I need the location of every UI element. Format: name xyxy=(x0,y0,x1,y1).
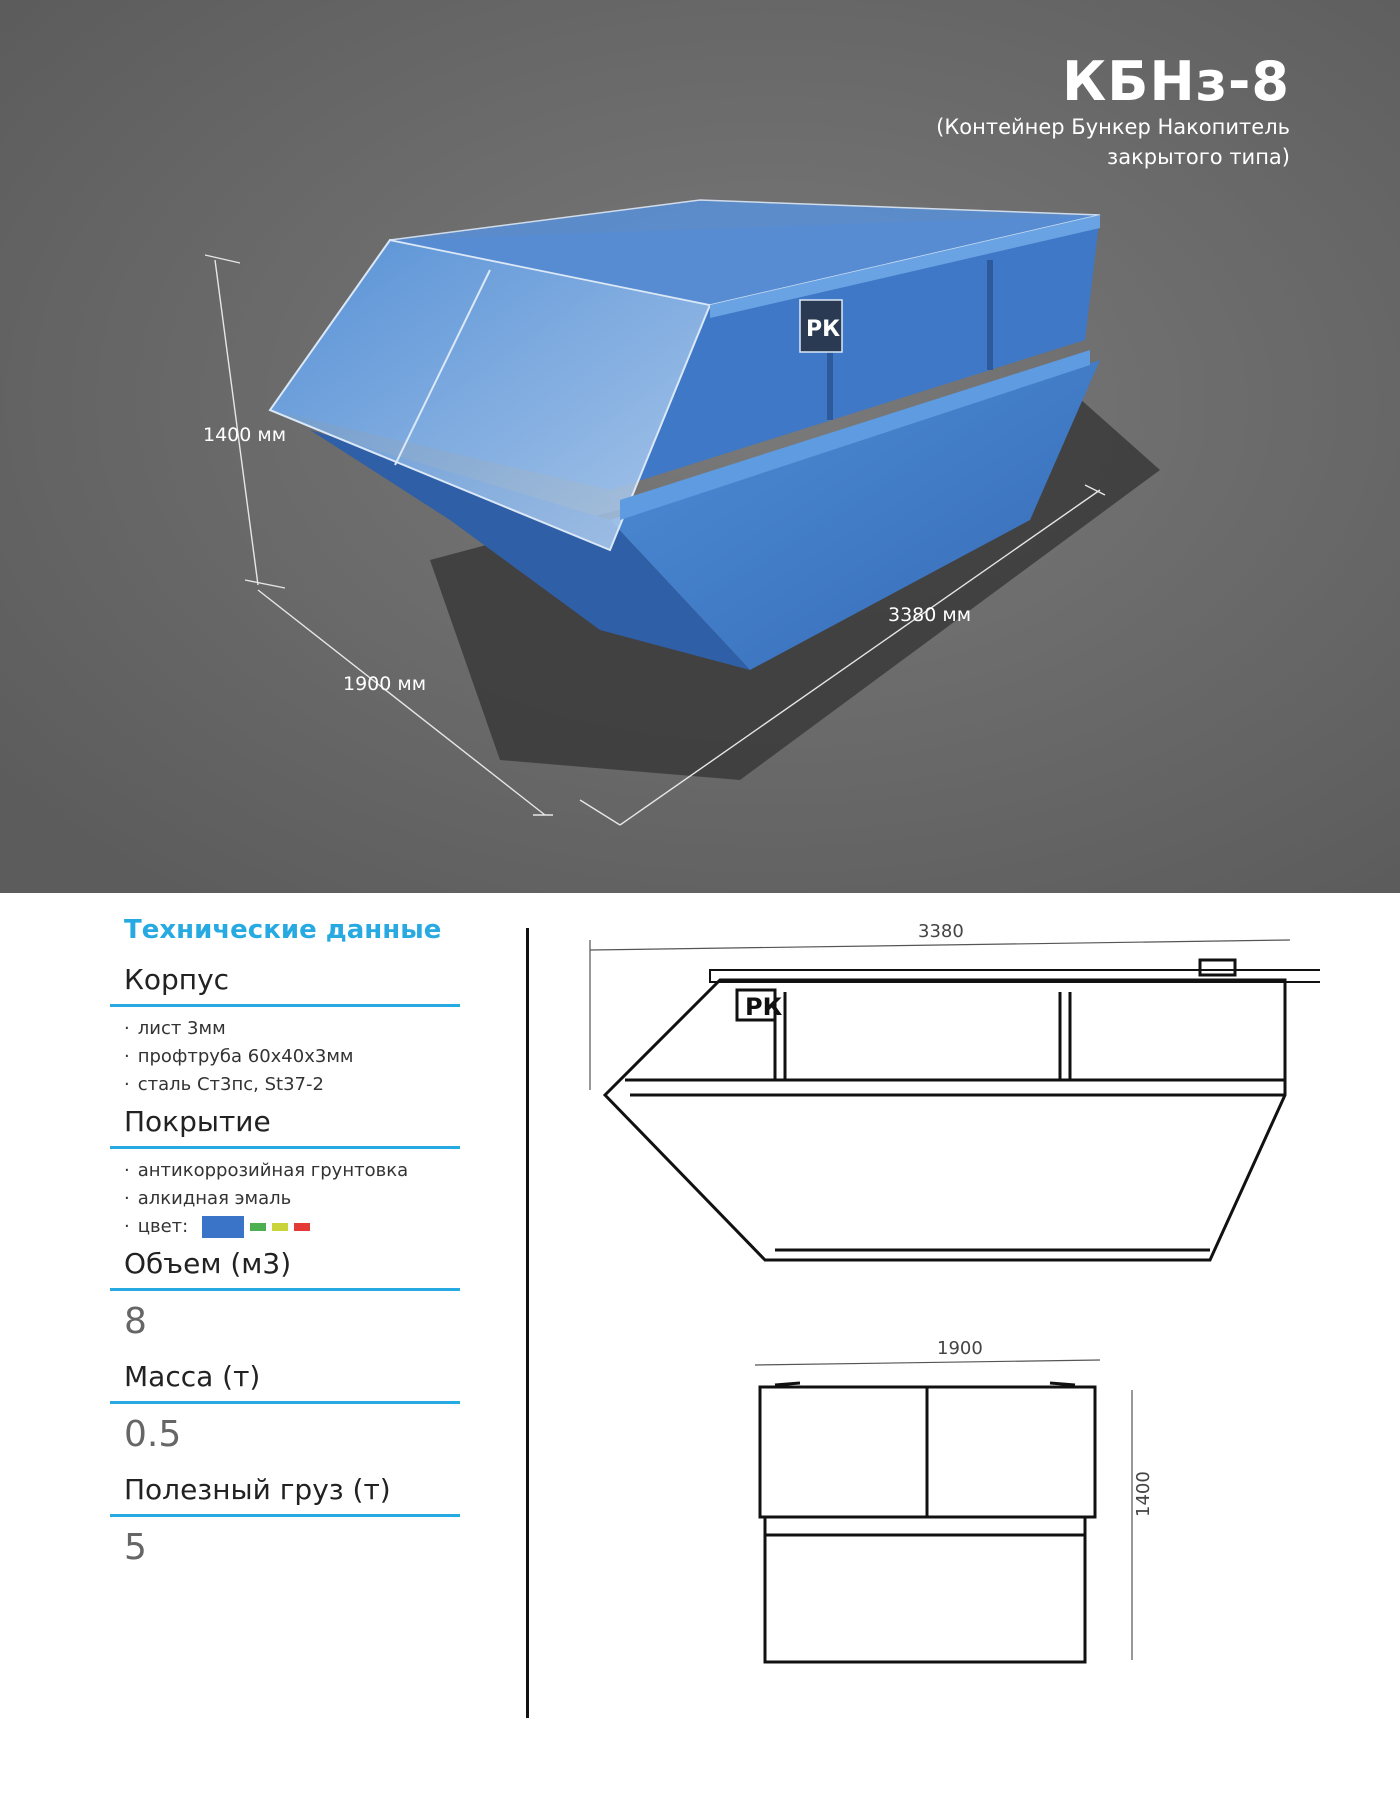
volume-value: 8 xyxy=(124,1301,147,1342)
list-item: · сталь Ст3пс, St37-2 xyxy=(124,1074,324,1095)
body-list xyxy=(124,1015,460,1099)
color-swatch-yellow xyxy=(272,1223,288,1231)
body-heading: Корпус xyxy=(110,963,460,1007)
payload-heading: Полезный груз (т) xyxy=(110,1473,460,1517)
coating-list xyxy=(124,1157,460,1241)
subtitle-line-1: (Контейнер Бункер Накопитель xyxy=(936,115,1290,139)
color-swatch-green xyxy=(250,1223,266,1231)
volume-heading: Объем (м3) xyxy=(110,1247,460,1291)
hero-render xyxy=(0,0,1400,893)
side-dimension xyxy=(590,940,1290,1090)
front-width-label: 1900 xyxy=(937,1338,983,1359)
coating-heading: Покрытие xyxy=(110,1105,460,1149)
specs-title: Технические данные xyxy=(124,915,442,945)
technical-drawings xyxy=(560,905,1320,1710)
product-title: КБНз-8 xyxy=(1062,50,1290,113)
color-swatches xyxy=(202,1216,310,1238)
subtitle-line-2: закрытого типа) xyxy=(1107,145,1290,169)
list-item: · алкидная эмаль xyxy=(124,1188,292,1209)
length-dimension-label: 3380 мм xyxy=(888,604,972,626)
vertical-divider xyxy=(526,928,529,1718)
side-length-label: 3380 xyxy=(918,921,964,942)
color-swatch-red xyxy=(294,1223,310,1231)
drawing-logo-text: РК xyxy=(745,993,783,1021)
product-subtitle xyxy=(936,112,1290,172)
mass-value: 0.5 xyxy=(124,1414,182,1455)
front-height-label: 1400 xyxy=(1133,1471,1154,1517)
height-dimension-label: 1400 мм xyxy=(203,424,287,446)
width-dimension-label: 1900 мм xyxy=(343,673,427,695)
payload-value: 5 xyxy=(124,1527,147,1568)
color-swatch-blue xyxy=(202,1216,244,1238)
list-item: · лист 3мм xyxy=(124,1018,226,1039)
front-view xyxy=(760,1383,1095,1662)
mass-heading: Масса (т) xyxy=(110,1360,460,1404)
logo-text: РК xyxy=(806,317,841,342)
spec-column xyxy=(110,915,460,1586)
drawing-svg xyxy=(560,905,1320,1705)
side-view-outline xyxy=(605,980,1285,1260)
front-dimensions xyxy=(755,1360,1132,1660)
list-item: · цвет: xyxy=(124,1213,460,1241)
list-item: · антикоррозийная грунтовка xyxy=(124,1160,409,1181)
list-item: · профтруба 60х40х3мм xyxy=(124,1046,354,1067)
